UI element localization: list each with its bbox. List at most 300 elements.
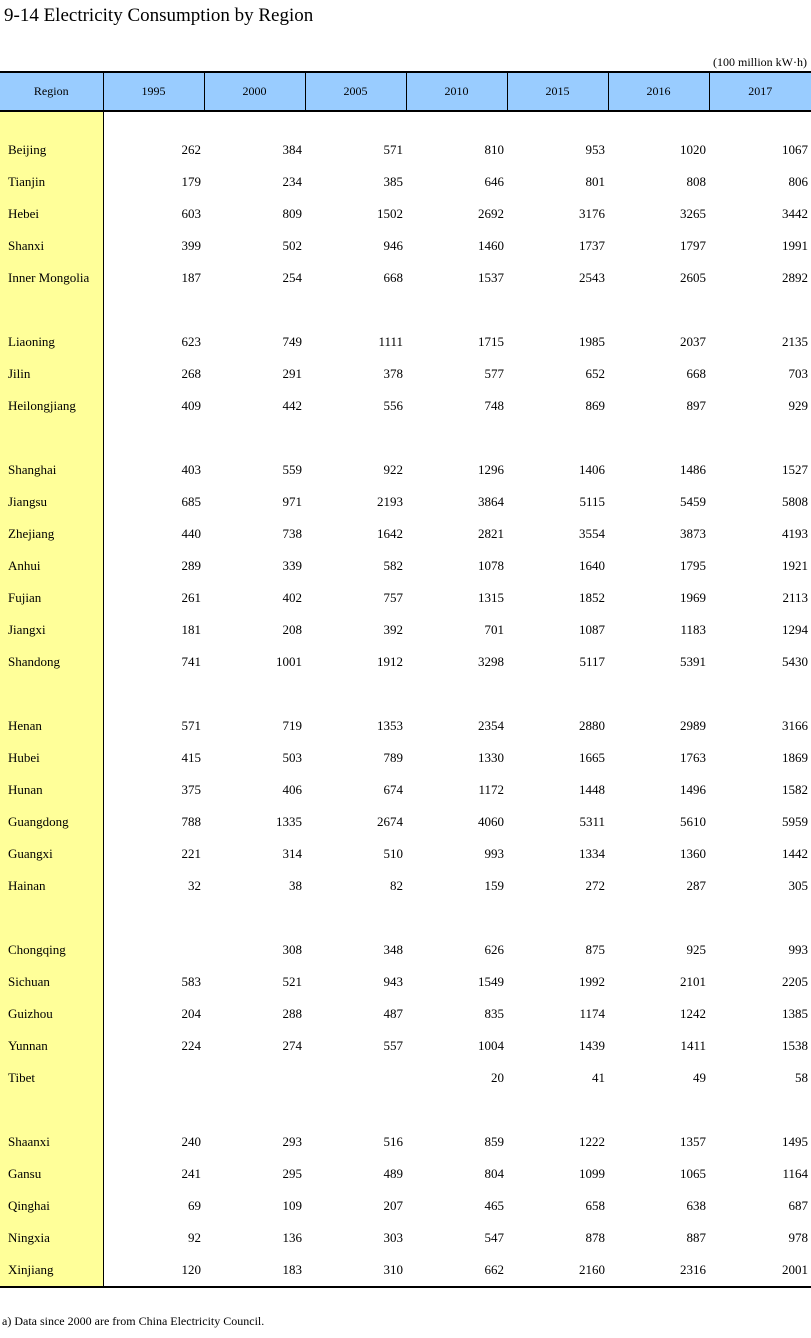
value-cell: 2001	[709, 1254, 811, 1287]
value-cell: 1099	[579, 1166, 605, 1181]
table-row	[0, 454, 811, 486]
value-cell: 1442	[782, 846, 808, 861]
table-row	[0, 262, 811, 294]
region-cell: Tibet	[0, 1062, 103, 1094]
value-cell: 92	[188, 1230, 201, 1245]
footnote: a) Data since 2000 are from China Electricity Council.	[2, 1314, 265, 1328]
spacer-cell	[709, 1094, 811, 1126]
spacer-cell	[204, 111, 305, 134]
value-cell: 293	[282, 1134, 302, 1149]
spacer-cell	[305, 111, 406, 134]
value-cell: 646	[484, 174, 504, 189]
spacer-cell	[406, 422, 507, 454]
spacer-cell	[305, 294, 406, 326]
value-cell: 662	[406, 1254, 507, 1287]
value-cell: 5117	[579, 654, 605, 669]
value-cell: 1763	[680, 750, 706, 765]
value-cell: 207	[383, 1198, 403, 1213]
value-cell: 179	[181, 174, 201, 189]
value-cell: 5311	[579, 814, 605, 829]
value-cell: 2674	[377, 814, 403, 829]
value-cell: 41	[592, 1070, 605, 1085]
value-cell: 1020	[680, 142, 706, 157]
value-cell: 738	[282, 526, 302, 541]
value-cell: 489	[383, 1166, 403, 1181]
value-cell: 109	[282, 1198, 302, 1213]
value-cell	[103, 1062, 204, 1094]
spacer-cell	[305, 1094, 406, 1126]
value-cell: 2193	[377, 494, 403, 509]
value-cell: 2101	[680, 974, 706, 989]
table-row	[0, 806, 811, 838]
value-cell: 978	[788, 1230, 808, 1245]
value-cell: 1335	[276, 814, 302, 829]
spacer-cell	[0, 111, 103, 134]
value-cell: 993	[484, 846, 504, 861]
value-cell: 32	[188, 878, 201, 893]
value-cell: 1294	[782, 622, 808, 637]
region-cell: Chongqing	[0, 934, 103, 966]
column-header: 2015	[507, 72, 608, 111]
region-cell: Liaoning	[0, 326, 103, 358]
value-cell: 1460	[478, 238, 504, 253]
spacer-cell	[406, 902, 507, 934]
value-cell: 2892	[782, 270, 808, 285]
value-cell: 810	[484, 142, 504, 157]
region-cell: Zhejiang	[0, 518, 103, 550]
value-cell: 204	[181, 1006, 201, 1021]
region-cell: Qinghai	[0, 1190, 103, 1222]
value-cell: 1004	[478, 1038, 504, 1053]
table-row	[0, 1062, 811, 1094]
value-cell: 1296	[478, 462, 504, 477]
spacer-cell	[305, 422, 406, 454]
value-cell: 1991	[782, 238, 808, 253]
value-cell: 1527	[782, 462, 808, 477]
value-cell: 638	[686, 1198, 706, 1213]
value-cell: 120	[103, 1254, 204, 1287]
value-cell: 503	[282, 750, 302, 765]
value-cell: 3864	[478, 494, 504, 509]
table-row	[0, 998, 811, 1030]
value-cell: 2821	[478, 526, 504, 541]
region-cell: Guangdong	[0, 806, 103, 838]
region-cell: Anhui	[0, 550, 103, 582]
data-table-container	[0, 71, 811, 1288]
value-cell: 3554	[579, 526, 605, 541]
region-cell: Jiangsu	[0, 486, 103, 518]
table-row	[0, 1030, 811, 1062]
value-cell: 804	[484, 1166, 504, 1181]
column-header: 2017	[709, 72, 811, 111]
spacer-cell	[204, 1094, 305, 1126]
table-row	[0, 550, 811, 582]
value-cell: 652	[585, 366, 605, 381]
table-row	[0, 134, 811, 166]
value-cell: 2205	[782, 974, 808, 989]
value-cell: 385	[383, 174, 403, 189]
value-cell: 806	[788, 174, 808, 189]
spacer-cell	[406, 1094, 507, 1126]
value-cell: 757	[383, 590, 403, 605]
spacer-cell	[103, 111, 204, 134]
region-cell: Guizhou	[0, 998, 103, 1030]
region-cell: Yunnan	[0, 1030, 103, 1062]
value-cell: 49	[693, 1070, 706, 1085]
value-cell: 2354	[478, 718, 504, 733]
value-cell: 1078	[478, 558, 504, 573]
value-cell: 310	[305, 1254, 406, 1287]
value-cell: 1737	[579, 238, 605, 253]
value-cell: 1411	[680, 1038, 706, 1053]
region-cell: Xinjiang	[0, 1254, 103, 1287]
column-header: 2010	[406, 72, 507, 111]
value-cell: 5610	[680, 814, 706, 829]
value-cell: 442	[282, 398, 302, 413]
spacer-cell	[204, 294, 305, 326]
table-row	[0, 742, 811, 774]
group-spacer-row	[0, 422, 811, 454]
value-cell: 187	[181, 270, 201, 285]
value-cell: 1921	[782, 558, 808, 573]
region-cell: Gansu	[0, 1158, 103, 1190]
value-cell: 929	[788, 398, 808, 413]
table-row	[0, 358, 811, 390]
value-cell: 348	[383, 942, 403, 957]
column-header: 1995	[103, 72, 204, 111]
value-cell: 402	[282, 590, 302, 605]
value-cell: 5115	[579, 494, 605, 509]
table-row	[0, 390, 811, 422]
value-cell: 2113	[782, 590, 808, 605]
table-row	[0, 1254, 811, 1287]
value-cell: 859	[484, 1134, 504, 1149]
value-cell: 922	[383, 462, 403, 477]
value-cell: 897	[686, 398, 706, 413]
value-cell: 1357	[680, 1134, 706, 1149]
spacer-cell	[709, 902, 811, 934]
column-header: 2005	[305, 72, 406, 111]
value-cell: 749	[282, 334, 302, 349]
value-cell: 3873	[680, 526, 706, 541]
value-cell: 208	[282, 622, 302, 637]
region-cell: Hainan	[0, 870, 103, 902]
value-cell: 1538	[782, 1038, 808, 1053]
value-cell: 406	[282, 782, 302, 797]
value-cell: 1164	[782, 1166, 808, 1181]
value-cell: 878	[585, 1230, 605, 1245]
value-cell: 1969	[680, 590, 706, 605]
region-cell: Guangxi	[0, 838, 103, 870]
table-row	[0, 230, 811, 262]
value-cell: 5808	[782, 494, 808, 509]
spacer-cell	[507, 902, 608, 934]
value-cell: 375	[181, 782, 201, 797]
spacer-cell	[204, 678, 305, 710]
value-cell: 339	[282, 558, 302, 573]
value-cell: 1174	[579, 1006, 605, 1021]
value-cell	[103, 934, 204, 966]
value-cell: 181	[181, 622, 201, 637]
region-cell: Heilongjiang	[0, 390, 103, 422]
value-cell: 1067	[782, 142, 808, 157]
value-cell: 5959	[782, 814, 808, 829]
value-cell: 224	[181, 1038, 201, 1053]
value-cell: 559	[282, 462, 302, 477]
spacer-cell	[709, 422, 811, 454]
value-cell: 1797	[680, 238, 706, 253]
value-cell: 1869	[782, 750, 808, 765]
spacer-cell	[608, 422, 709, 454]
table-row	[0, 582, 811, 614]
value-cell: 1985	[579, 334, 605, 349]
value-cell: 2135	[782, 334, 808, 349]
table-row	[0, 326, 811, 358]
value-cell: 741	[181, 654, 201, 669]
value-cell: 384	[282, 142, 302, 157]
value-cell: 3298	[478, 654, 504, 669]
value-cell: 1111	[378, 334, 403, 349]
column-header: 2000	[204, 72, 305, 111]
table-row	[0, 198, 811, 230]
value-cell: 303	[383, 1230, 403, 1245]
value-cell: 221	[181, 846, 201, 861]
group-spacer-row	[0, 111, 811, 134]
value-cell: 1992	[579, 974, 605, 989]
region-cell: Tianjin	[0, 166, 103, 198]
value-cell: 2692	[478, 206, 504, 221]
region-cell: Ningxia	[0, 1222, 103, 1254]
table-row	[0, 166, 811, 198]
value-cell: 2316	[608, 1254, 709, 1287]
value-cell: 808	[686, 174, 706, 189]
spacer-cell	[406, 111, 507, 134]
value-cell: 378	[383, 366, 403, 381]
value-cell: 687	[788, 1198, 808, 1213]
spacer-cell	[406, 294, 507, 326]
value-cell: 1406	[579, 462, 605, 477]
spacer-cell	[608, 902, 709, 934]
group-spacer-row	[0, 1094, 811, 1126]
region-cell: Inner Mongolia	[0, 262, 103, 294]
spacer-cell	[204, 902, 305, 934]
value-cell: 2880	[579, 718, 605, 733]
table-row	[0, 966, 811, 998]
value-cell: 719	[282, 718, 302, 733]
value-cell: 487	[383, 1006, 403, 1021]
group-spacer-row	[0, 902, 811, 934]
value-cell: 1360	[680, 846, 706, 861]
value-cell: 1496	[680, 782, 706, 797]
value-cell: 1795	[680, 558, 706, 573]
value-cell	[305, 1062, 406, 1094]
value-cell: 1353	[377, 718, 403, 733]
value-cell: 1486	[680, 462, 706, 477]
value-cell: 305	[788, 878, 808, 893]
region-cell: Hebei	[0, 198, 103, 230]
value-cell: 748	[484, 398, 504, 413]
spacer-cell	[507, 422, 608, 454]
value-cell: 289	[181, 558, 201, 573]
group-spacer-row	[0, 678, 811, 710]
value-cell: 1495	[782, 1134, 808, 1149]
value-cell: 136	[282, 1230, 302, 1245]
value-cell: 1715	[478, 334, 504, 349]
spacer-cell	[608, 111, 709, 134]
value-cell: 159	[484, 878, 504, 893]
table-row	[0, 870, 811, 902]
value-cell: 287	[686, 878, 706, 893]
spacer-cell	[204, 422, 305, 454]
spacer-cell	[507, 678, 608, 710]
region-cell: Jiangxi	[0, 614, 103, 646]
value-cell: 274	[282, 1038, 302, 1053]
value-cell: 440	[181, 526, 201, 541]
column-header: 2016	[608, 72, 709, 111]
value-cell: 4060	[478, 814, 504, 829]
value-cell: 510	[383, 846, 403, 861]
unit-label: (100 million kW·h)	[713, 55, 807, 69]
value-cell: 288	[282, 1006, 302, 1021]
spacer-cell	[608, 294, 709, 326]
value-cell: 1334	[579, 846, 605, 861]
value-cell: 1537	[478, 270, 504, 285]
region-cell: Jilin	[0, 358, 103, 390]
value-cell: 3166	[782, 718, 808, 733]
region-cell: Hubei	[0, 742, 103, 774]
value-cell: 502	[282, 238, 302, 253]
spacer-cell	[103, 294, 204, 326]
value-cell: 1242	[680, 1006, 706, 1021]
value-cell: 240	[181, 1134, 201, 1149]
table-row	[0, 486, 811, 518]
value-cell: 875	[585, 942, 605, 957]
value-cell: 1385	[782, 1006, 808, 1021]
value-cell: 1448	[579, 782, 605, 797]
value-cell: 556	[383, 398, 403, 413]
spacer-cell	[103, 902, 204, 934]
value-cell: 254	[282, 270, 302, 285]
value-cell: 1852	[579, 590, 605, 605]
value-cell: 1172	[478, 782, 504, 797]
value-cell: 1087	[579, 622, 605, 637]
value-cell: 887	[686, 1230, 706, 1245]
spacer-cell	[709, 294, 811, 326]
region-cell: Shaanxi	[0, 1126, 103, 1158]
region-cell: Sichuan	[0, 966, 103, 998]
value-cell: 1183	[680, 622, 706, 637]
table-row	[0, 934, 811, 966]
spacer-cell	[608, 678, 709, 710]
value-cell: 38	[289, 878, 302, 893]
value-cell: 701	[484, 622, 504, 637]
spacer-cell	[709, 678, 811, 710]
spacer-cell	[0, 902, 103, 934]
value-cell: 788	[181, 814, 201, 829]
value-cell: 1502	[377, 206, 403, 221]
value-cell: 291	[282, 366, 302, 381]
spacer-cell	[709, 111, 811, 134]
spacer-cell	[507, 1094, 608, 1126]
value-cell: 241	[181, 1166, 201, 1181]
page-title: 9-14 Electricity Consumption by Region	[4, 5, 314, 26]
value-cell: 415	[181, 750, 201, 765]
value-cell: 685	[181, 494, 201, 509]
table-row	[0, 1222, 811, 1254]
value-cell: 943	[383, 974, 403, 989]
value-cell: 261	[181, 590, 201, 605]
value-cell: 603	[181, 206, 201, 221]
value-cell: 5459	[680, 494, 706, 509]
spacer-cell	[103, 422, 204, 454]
group-spacer-row	[0, 294, 811, 326]
value-cell: 262	[181, 142, 201, 157]
value-cell: 2037	[680, 334, 706, 349]
spacer-cell	[608, 1094, 709, 1126]
value-cell: 801	[585, 174, 605, 189]
table-body	[0, 111, 811, 1287]
value-cell: 1582	[782, 782, 808, 797]
value-cell	[204, 1062, 305, 1094]
value-cell: 4193	[782, 526, 808, 541]
value-cell: 1001	[276, 654, 302, 669]
spacer-cell	[406, 678, 507, 710]
value-cell: 521	[282, 974, 302, 989]
spacer-cell	[0, 678, 103, 710]
value-cell: 953	[585, 142, 605, 157]
value-cell: 1330	[478, 750, 504, 765]
value-cell: 658	[585, 1198, 605, 1213]
value-cell: 703	[788, 366, 808, 381]
table-row	[0, 614, 811, 646]
value-cell: 409	[181, 398, 201, 413]
value-cell: 582	[383, 558, 403, 573]
header-row	[0, 72, 811, 111]
region-cell: Beijing	[0, 134, 103, 166]
value-cell: 69	[188, 1198, 201, 1213]
value-cell: 5430	[782, 654, 808, 669]
table-row	[0, 1190, 811, 1222]
value-cell: 668	[686, 366, 706, 381]
value-cell: 1315	[478, 590, 504, 605]
spacer-cell	[507, 111, 608, 134]
value-cell: 3442	[782, 206, 808, 221]
table-row	[0, 774, 811, 806]
value-cell: 869	[585, 398, 605, 413]
value-cell: 3265	[680, 206, 706, 221]
value-cell: 623	[181, 334, 201, 349]
value-cell: 571	[383, 142, 403, 157]
value-cell: 993	[788, 942, 808, 957]
value-cell: 577	[484, 366, 504, 381]
value-cell: 1065	[680, 1166, 706, 1181]
value-cell: 835	[484, 1006, 504, 1021]
value-cell: 82	[390, 878, 403, 893]
value-cell: 1912	[377, 654, 403, 669]
value-cell: 2543	[579, 270, 605, 285]
value-cell: 2989	[680, 718, 706, 733]
value-cell: 1549	[478, 974, 504, 989]
spacer-cell	[305, 902, 406, 934]
value-cell: 1640	[579, 558, 605, 573]
region-cell: Hunan	[0, 774, 103, 806]
value-cell: 583	[181, 974, 201, 989]
value-cell: 58	[795, 1070, 808, 1085]
region-cell: Shanxi	[0, 230, 103, 262]
table-row	[0, 838, 811, 870]
value-cell: 295	[282, 1166, 302, 1181]
value-cell: 557	[383, 1038, 403, 1053]
